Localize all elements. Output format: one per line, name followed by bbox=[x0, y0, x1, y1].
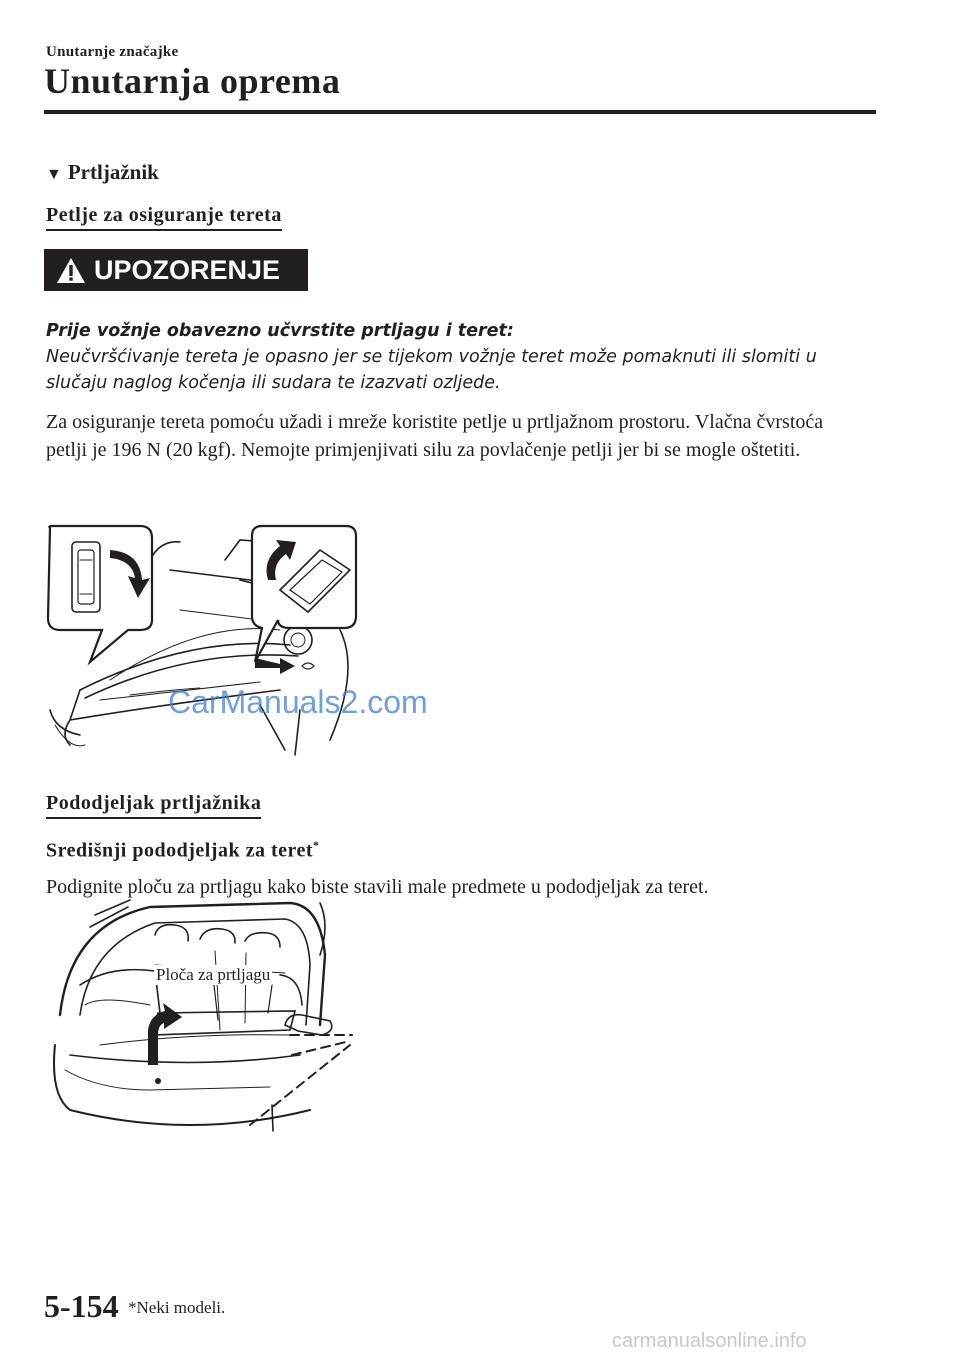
section-title bbox=[46, 160, 159, 185]
sub-compartment-body: Podignite ploču za prtljagu kako biste stavili male predmete u pododjeljak za teret. bbox=[46, 876, 709, 898]
page-number: 5-154 bbox=[44, 1288, 119, 1324]
header-divider bbox=[44, 110, 876, 114]
central-compartment-title bbox=[46, 838, 320, 863]
sub-compartment-subtitle-text: Pododjeljak prtljažnika bbox=[46, 792, 261, 819]
page-watermark: carmanualsonline.info bbox=[612, 1330, 807, 1352]
cargo-loops-subtitle-text: Petlje za osiguranje tereta bbox=[46, 204, 282, 231]
warning-title: Prije vožnje obavezno učvrstite prtljagu i teret: bbox=[46, 321, 514, 341]
section-header: Unutarnje značajke bbox=[46, 44, 179, 60]
cargo-loops-illustration bbox=[40, 520, 370, 760]
warning-label: UPOZORENJE bbox=[94, 254, 281, 285]
model-asterisk: * bbox=[313, 838, 320, 852]
section-title-text: Prtljažnik bbox=[67, 160, 159, 184]
footnote: *Neki modeli. bbox=[128, 1298, 226, 1317]
central-compartment-title-text: Središnji pododjeljak za teret bbox=[46, 839, 314, 862]
page-title: Unutarnja oprema bbox=[44, 61, 341, 101]
triangle-marker-icon: ▼ bbox=[46, 166, 62, 183]
sub-compartment-illustration bbox=[40, 895, 360, 1135]
warning-body: Neučvršćivanje tereta je opasno jer se tijekom vožnje teret može pomaknuti ili slomiti u slučaju naglog kočenja ili sudara te izazvati ozljede. bbox=[46, 347, 817, 393]
warning-text bbox=[46, 318, 866, 396]
warning-triangle-icon bbox=[56, 257, 86, 284]
sub-compartment-subtitle bbox=[46, 792, 261, 815]
warning-banner bbox=[44, 249, 308, 291]
cargo-loops-body: Za osiguranje tereta pomoću užadi i mreže koristite petlje u prtljažnom prostoru. Vlačna čvrstoća petlji je 196 N (20 kgf). Nemojte primjenjivati silu za povlačenje petlji jer bi se mogle oštetiti. bbox=[46, 411, 824, 461]
luggage-board-callout: Ploča za prtljagu bbox=[156, 965, 271, 984]
figure-watermark: CarManuals2.com bbox=[168, 684, 428, 720]
cargo-loops-subtitle bbox=[46, 204, 282, 227]
